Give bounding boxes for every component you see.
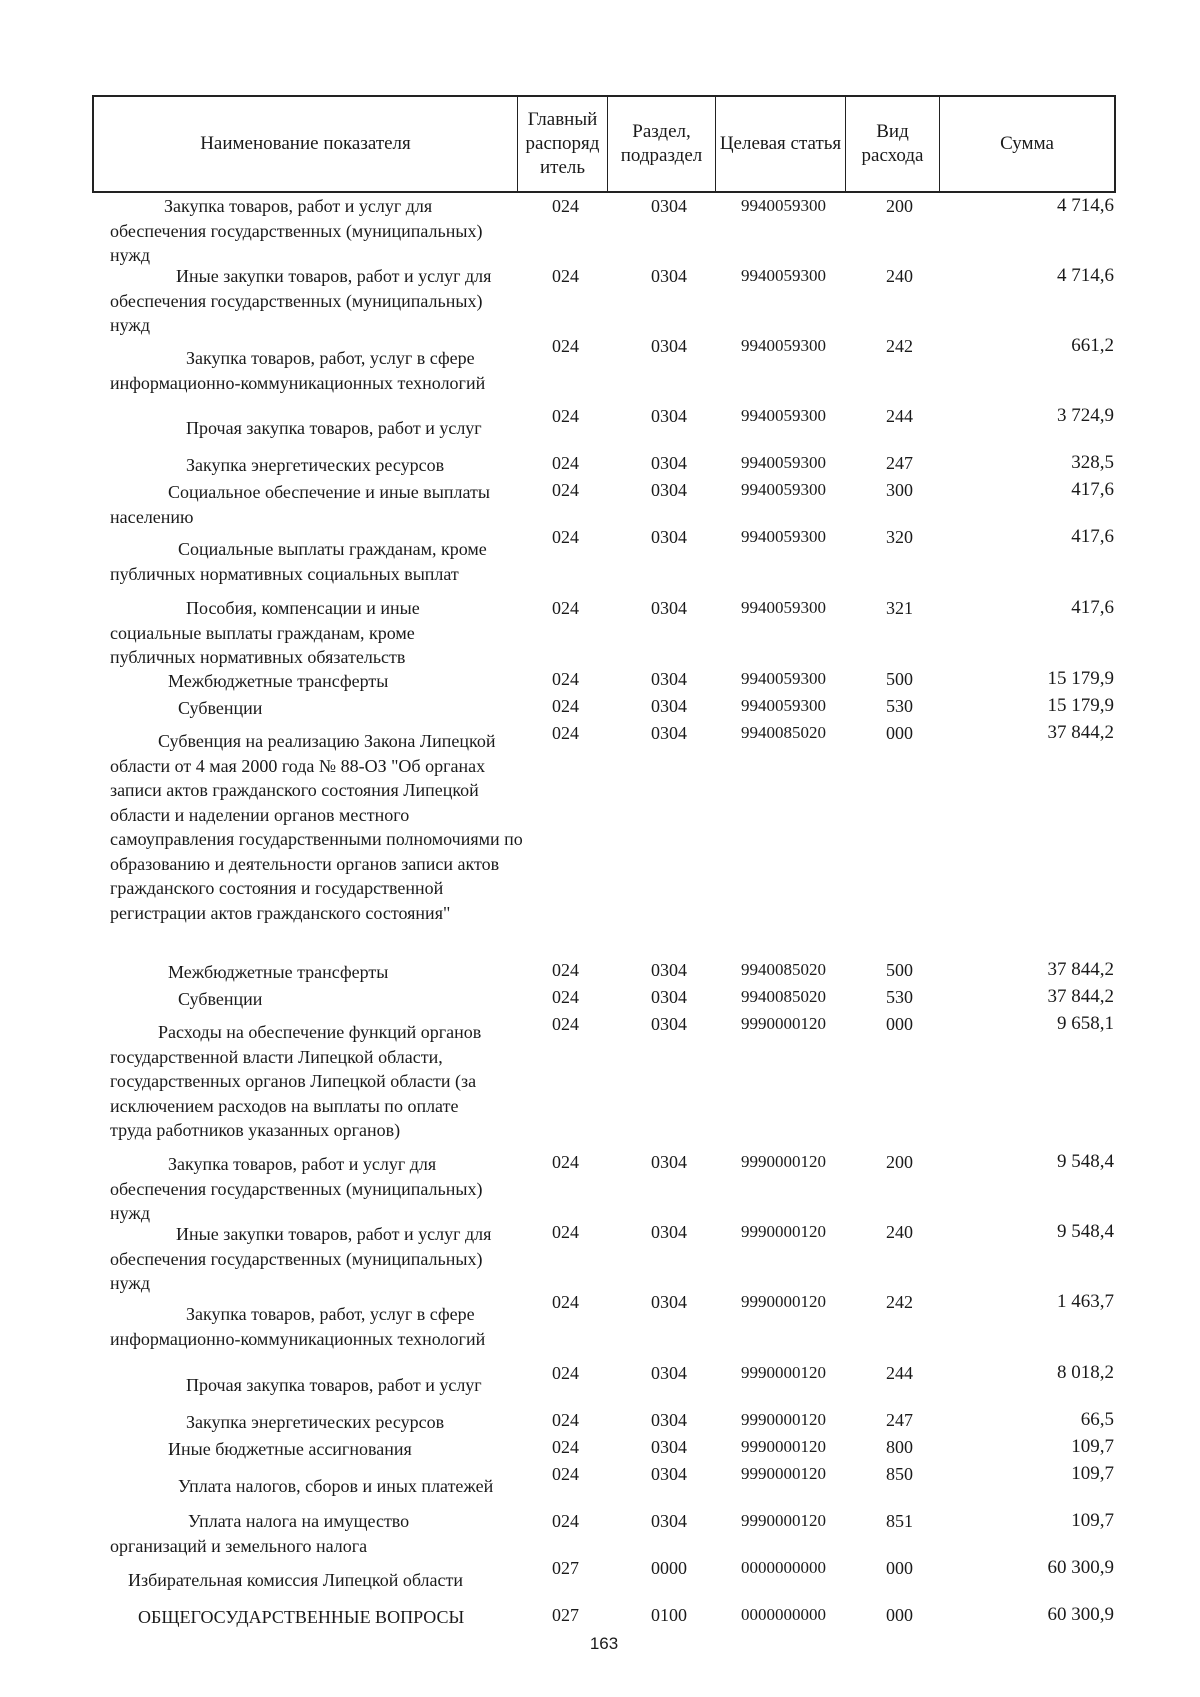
- row-cel: 9940059300: [741, 406, 826, 425]
- row-sum: 417,6: [1071, 597, 1114, 618]
- row-name: Уплата налогов, сборов и иных платежей: [178, 1476, 494, 1496]
- row-gr: 024: [552, 1511, 579, 1531]
- row-razd: 0304: [651, 1464, 687, 1484]
- row-sum: 9 548,4: [1057, 1221, 1114, 1242]
- row-sum: 9 658,1: [1057, 1013, 1114, 1034]
- row-sum: 37 844,2: [1047, 959, 1114, 980]
- row-razd: 0304: [651, 723, 687, 743]
- row-cel: 9940059300: [741, 266, 826, 285]
- row-gr: 024: [552, 1152, 579, 1172]
- row-cel: 9990000120: [741, 1511, 826, 1530]
- row-gr: 024: [552, 696, 579, 716]
- row-razd: 0304: [651, 1292, 687, 1312]
- row-cel: 9990000120: [741, 1152, 826, 1171]
- row-name: Закупка энергетических ресурсов: [186, 1412, 445, 1432]
- row-sum: 417,6: [1071, 479, 1114, 500]
- header-target-article: Целевая статья: [716, 97, 846, 191]
- header-expense-type: Вид расхода: [846, 97, 940, 191]
- row-name: Иные закупки товаров, работ и услуг для обеспечения государственных (муниципальных) нужд: [110, 266, 492, 335]
- row-vid: 000: [886, 1014, 913, 1034]
- row-cel: 9940059300: [741, 453, 826, 472]
- header-main-manager: Главный распоряд итель: [518, 97, 608, 191]
- row-razd: 0304: [651, 598, 687, 618]
- row-gr: 024: [552, 527, 579, 547]
- row-cel: 9940085020: [741, 987, 826, 1006]
- row-sum: 37 844,2: [1047, 986, 1114, 1007]
- row-razd: 0304: [651, 1222, 687, 1242]
- row-vid: 242: [886, 336, 913, 356]
- row-name: Прочая закупка товаров, работ и услуг: [186, 418, 482, 438]
- row-razd: 0304: [651, 266, 687, 286]
- row-vid: 530: [886, 987, 913, 1007]
- row-cel: 9940059300: [741, 598, 826, 617]
- row-name: Закупка товаров, работ и услуг для обеспечения государственных (муниципальных) нужд: [110, 1154, 483, 1223]
- row-vid: 244: [886, 406, 913, 426]
- row-name: Закупка товаров, работ, услуг в сфере информационно-коммуникационных технологий: [110, 348, 486, 393]
- row-razd: 0304: [651, 1511, 687, 1531]
- row-vid: 530: [886, 696, 913, 716]
- row-name: Социальные выплаты гражданам, кроме публичных нормативных социальных выплат: [110, 539, 487, 584]
- row-sum: 15 179,9: [1047, 668, 1114, 689]
- row-razd: 0304: [651, 696, 687, 716]
- row-vid: 244: [886, 1363, 913, 1383]
- row-gr: 024: [552, 1363, 579, 1383]
- row-razd: 0304: [651, 1363, 687, 1383]
- row-sum: 109,7: [1071, 1463, 1114, 1484]
- row-vid: 240: [886, 266, 913, 286]
- row-name: Закупка энергетических ресурсов: [186, 455, 445, 475]
- row-sum: 328,5: [1071, 452, 1114, 473]
- row-razd: 0304: [651, 527, 687, 547]
- row-vid: 242: [886, 1292, 913, 1312]
- row-name: Межбюджетные трансферты: [168, 671, 389, 691]
- row-cel: 0000000000: [741, 1605, 826, 1624]
- row-gr: 024: [552, 196, 579, 216]
- row-sum: 60 300,9: [1047, 1604, 1114, 1625]
- row-razd: 0304: [651, 336, 687, 356]
- row-sum: 66,5: [1080, 1409, 1114, 1430]
- row-razd: 0304: [651, 406, 687, 426]
- row-vid: 200: [886, 196, 913, 216]
- row-vid: 247: [886, 1410, 913, 1430]
- row-razd: 0304: [651, 960, 687, 980]
- row-name: Иные бюджетные ассигнования: [168, 1439, 412, 1459]
- row-name: Уплата налога на имущество организаций и земельного налога: [110, 1511, 410, 1556]
- row-cel: 9990000120: [741, 1464, 826, 1483]
- row-gr: 024: [552, 1410, 579, 1430]
- row-gr: 024: [552, 987, 579, 1007]
- row-name: Иные закупки товаров, работ и услуг для обеспечения государственных (муниципальных) нужд: [110, 1224, 492, 1293]
- row-vid: 320: [886, 527, 913, 547]
- row-name: Закупка товаров, работ, услуг в сфере информационно-коммуникационных технологий: [110, 1304, 486, 1349]
- row-gr: 024: [552, 723, 579, 743]
- row-cel: 9940085020: [741, 723, 826, 742]
- row-sum: 109,7: [1071, 1510, 1114, 1531]
- table-header: [92, 95, 1116, 193]
- row-gr: 024: [552, 1464, 579, 1484]
- row-gr: 024: [552, 598, 579, 618]
- row-sum: 4 714,6: [1057, 265, 1114, 286]
- row-razd: 0304: [651, 453, 687, 473]
- row-razd: 0304: [651, 1014, 687, 1034]
- row-name: Межбюджетные трансферты: [168, 962, 389, 982]
- row-cel: 9940059300: [741, 336, 826, 355]
- row-vid: 500: [886, 669, 913, 689]
- row-vid: 851: [886, 1511, 913, 1531]
- row-cel: 9940059300: [741, 196, 826, 215]
- row-razd: 0100: [651, 1605, 687, 1625]
- row-razd: 0304: [651, 1152, 687, 1172]
- row-cel: 9990000120: [741, 1437, 826, 1456]
- row-razd: 0000: [651, 1558, 687, 1578]
- row-cel: 9990000120: [741, 1292, 826, 1311]
- row-cel: 9940059300: [741, 480, 826, 499]
- row-vid: 300: [886, 480, 913, 500]
- row-cel: 9940059300: [741, 669, 826, 688]
- row-gr: 024: [552, 1437, 579, 1457]
- row-vid: 200: [886, 1152, 913, 1172]
- row-cel: 9990000120: [741, 1222, 826, 1241]
- row-razd: 0304: [651, 669, 687, 689]
- row-razd: 0304: [651, 987, 687, 1007]
- row-name: Прочая закупка товаров, работ и услуг: [186, 1375, 482, 1395]
- row-sum: 417,6: [1071, 526, 1114, 547]
- row-gr: 027: [552, 1558, 579, 1578]
- row-vid: 500: [886, 960, 913, 980]
- row-gr: 027: [552, 1605, 579, 1625]
- row-cel: 9940059300: [741, 696, 826, 715]
- row-gr: 024: [552, 1292, 579, 1312]
- row-vid: 850: [886, 1464, 913, 1484]
- row-razd: 0304: [651, 480, 687, 500]
- row-cel: 0000000000: [741, 1558, 826, 1577]
- row-vid: 000: [886, 1605, 913, 1625]
- row-name: Пособия, компенсации и иные социальные выплаты гражданам, кроме публичных нормативных обязательств: [110, 598, 420, 667]
- row-sum: 661,2: [1071, 335, 1114, 356]
- row-razd: 0304: [651, 1410, 687, 1430]
- row-name: Субвенции: [178, 698, 263, 718]
- row-vid: 000: [886, 1558, 913, 1578]
- row-sum: 9 548,4: [1057, 1151, 1114, 1172]
- row-name: Субвенция на реализацию Закона Липецкой области от 4 мая 2000 года № 88-ОЗ "Об органах записи актов гражданского состояния Липецкой области и наделении органов местного самоуправления государственными полномочиями по образованию и деятельности органов записи актов гражданского состояния и государственной регистрации актов гражданского состояния": [110, 731, 523, 923]
- row-gr: 024: [552, 266, 579, 286]
- row-name: Расходы на обеспечение функций органов государственной власти Липецкой области, государственных органов Липецкой области (за исключением расходов на выплаты по оплате труда работников указанных органов): [110, 1022, 482, 1140]
- row-gr: 024: [552, 480, 579, 500]
- row-sum: 4 714,6: [1057, 195, 1114, 216]
- row-cel: 9940059300: [741, 527, 826, 546]
- header-section: Раздел, подраздел: [608, 97, 716, 191]
- row-cel: 9990000120: [741, 1410, 826, 1429]
- row-sum: 8 018,2: [1057, 1362, 1114, 1383]
- row-gr: 024: [552, 1222, 579, 1242]
- row-gr: 024: [552, 669, 579, 689]
- row-vid: 000: [886, 723, 913, 743]
- row-name: Социальное обеспечение и иные выплаты населению: [110, 482, 490, 527]
- row-sum: 37 844,2: [1047, 722, 1114, 743]
- row-gr: 024: [552, 406, 579, 426]
- row-sum: 109,7: [1071, 1436, 1114, 1457]
- row-sum: 3 724,9: [1057, 405, 1114, 426]
- row-name: Субвенции: [178, 989, 263, 1009]
- row-vid: 800: [886, 1437, 913, 1457]
- row-name: ОБЩЕГОСУДАРСТВЕННЫЕ ВОПРОСЫ: [138, 1607, 465, 1627]
- row-vid: 240: [886, 1222, 913, 1242]
- row-razd: 0304: [651, 196, 687, 216]
- row-gr: 024: [552, 1014, 579, 1034]
- row-vid: 321: [886, 598, 913, 618]
- row-cel: 9940085020: [741, 960, 826, 979]
- row-cel: 9990000120: [741, 1363, 826, 1382]
- row-gr: 024: [552, 336, 579, 356]
- row-gr: 024: [552, 960, 579, 980]
- row-razd: 0304: [651, 1437, 687, 1457]
- row-gr: 024: [552, 453, 579, 473]
- row-name: Избирательная комиссия Липецкой области: [128, 1570, 464, 1590]
- row-cel: 9990000120: [741, 1014, 826, 1033]
- row-vid: 247: [886, 453, 913, 473]
- row-name: Закупка товаров, работ и услуг для обеспечения государственных (муниципальных) нужд: [110, 196, 483, 265]
- header-sum: Сумма: [1000, 133, 1054, 154]
- header-name: Наименование показателя: [94, 97, 518, 191]
- row-sum: 1 463,7: [1057, 1291, 1114, 1312]
- row-sum: 60 300,9: [1047, 1557, 1114, 1578]
- row-sum: 15 179,9: [1047, 695, 1114, 716]
- page-number: 163: [589, 1634, 619, 1653]
